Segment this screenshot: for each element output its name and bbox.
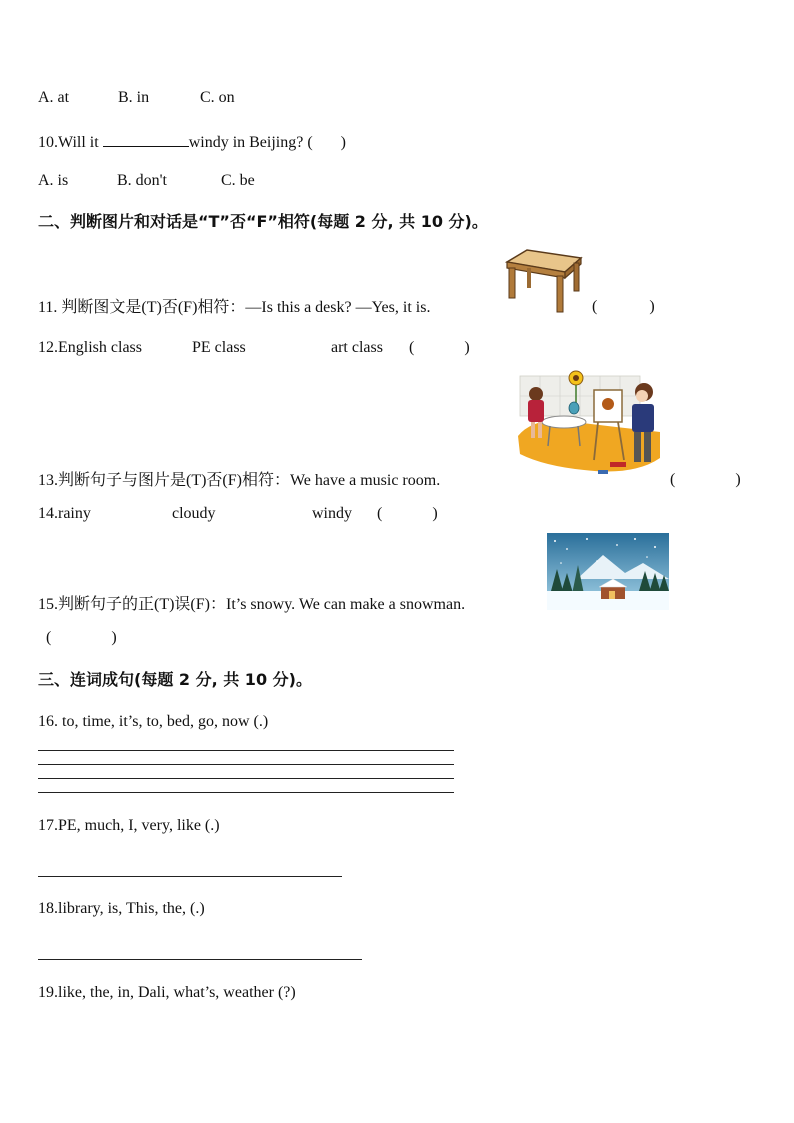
q9-option-a: A. at [38, 89, 70, 106]
q14-item-cloudy: cloudy [172, 505, 216, 522]
q16-question: 16. to, time, it’s, to, bed, go, now (.) [38, 713, 269, 730]
q14-question [38, 504, 438, 524]
q16-writing-line-1[interactable] [38, 750, 454, 751]
q17-question: 17.PE, much, I, very, like (.) [38, 817, 220, 834]
q12-item-art: art class [331, 339, 383, 356]
q12-paren-open[interactable]: ( [409, 339, 415, 356]
q13-question [38, 471, 440, 491]
q11-text: 11. 判断图文是(T)否(F)相符：—Is this a desk? —Yes, it is. [38, 299, 431, 316]
q13-answer-parens[interactable] [670, 470, 741, 490]
q15-answer-parens[interactable] [46, 628, 117, 648]
q15-question [38, 595, 465, 615]
section-2-heading: 二、判断图片和对话是“T”否“F”相符(每题 2 分, 共 10 分)。 [38, 212, 488, 231]
q10-option-c: C. be [221, 172, 255, 189]
q10-text-before: 10.Will it [38, 134, 103, 151]
q9-options [38, 88, 235, 108]
q14-paren-open[interactable]: ( [377, 505, 383, 522]
q14-paren-close[interactable]: ) [432, 505, 438, 522]
q10-option-a: A. is [38, 172, 69, 189]
art-class-picture [514, 366, 664, 488]
q10-question [38, 130, 346, 153]
q16-writing-line-3[interactable] [38, 778, 454, 779]
q10-text-after: windy in Beijing? ( [188, 134, 313, 151]
q12-item-pe: PE class [192, 339, 246, 356]
q17-answer-line[interactable] [38, 876, 342, 877]
q18-question: 18.library, is, This, the, (.) [38, 900, 205, 917]
q11-question [38, 298, 430, 318]
q12-item-english: English class [58, 339, 142, 356]
q13-text: 13.判断句子与图片是(T)否(F)相符：We have a music room. [38, 472, 441, 489]
q10-option-b: B. don't [117, 172, 167, 189]
q15-paren-close: ) [111, 629, 117, 646]
q15-text: 15.判断句子的正(T)误(F)：It’s snowy. We can make a snowman. [38, 596, 466, 613]
q9-option-c: C. on [200, 89, 235, 106]
q14-item-rainy: rainy [58, 505, 91, 522]
q10-paren-close: ) [340, 134, 346, 151]
q12-paren-close[interactable]: ) [464, 339, 470, 356]
section-3-heading: 三、连词成句(每题 2 分, 共 10 分)。 [38, 670, 312, 689]
q11-answer-parens[interactable] [592, 297, 655, 317]
q14-number: 14. [38, 505, 58, 522]
q12-question [38, 338, 470, 358]
q16-writing-line-2[interactable] [38, 764, 454, 765]
q13-paren-close: ) [735, 471, 741, 488]
q9-option-b: B. in [118, 89, 150, 106]
q11-paren-close: ) [649, 298, 655, 315]
q19-question: 19.like, the, in, Dali, what’s, weather (?) [38, 984, 296, 1001]
q16-writing-line-4[interactable] [38, 792, 454, 793]
q18-answer-line[interactable] [38, 959, 362, 960]
q14-item-windy: windy [312, 505, 352, 522]
desk-picture [503, 248, 583, 314]
q11-paren-open: ( [592, 298, 598, 315]
snowy-scene-picture [547, 533, 669, 610]
q12-number: 12. [38, 339, 58, 356]
q10-answer-blank[interactable] [103, 130, 189, 147]
q15-paren-open: ( [46, 629, 52, 646]
q13-paren-open: ( [670, 471, 676, 488]
q10-options [38, 171, 255, 191]
